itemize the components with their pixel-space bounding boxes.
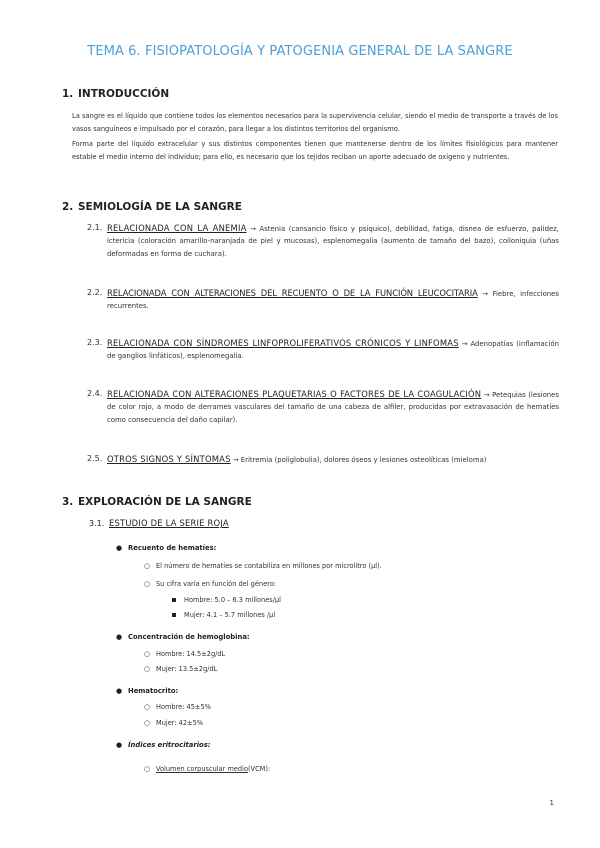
subsection-number: 2.2. [87,288,103,297]
bullet-circle-icon: ○ [144,649,151,658]
bullet-indices [116,741,211,749]
bullet-hematocrito [116,687,178,695]
vcm-suffix: (VCM): [247,765,271,773]
subsection-number: 2.1. [87,223,103,232]
subsection-number: 2.5. [87,454,103,463]
section-heading-exploracion [62,496,252,508]
subbullet-vcm [144,765,270,773]
bullet-square-icon [172,598,176,602]
bullet-text: Índices eritrocitarios: [128,741,211,749]
subsection-heading: OTROS SIGNOS Y SÍNTOMAS [107,454,231,464]
bullet-circle-icon: ○ [144,764,151,773]
subsection-number: 3.1. [89,519,105,528]
bullet-dot-icon: ● [116,687,123,695]
section-title: SEMIOLOGÍA DE LA SANGRE [78,201,242,213]
bullet-recuento [116,544,216,552]
subbullet-hb-hombre [144,650,225,658]
intro-paragraph-2: Forma parte del líquido extracelular y sus distintos componentes tienen que mantenerse dentro de los límites fisiológicos para mantener estable el medio interno del individuo; para ello, es necesario que los tejidos reciban un aporte adecuado de oxígeno y nutrientes. [72,140,558,161]
section-title: INTRODUCCIÓN [78,88,170,100]
subsection-number: 2.3. [87,338,103,347]
section-title: EXPLORACIÓN DE LA SANGRE [78,496,252,508]
subbullet-hto-mujer [144,719,203,727]
bullet-circle-icon: ○ [144,561,151,570]
bullet-circle-icon: ○ [144,702,151,711]
subbullet-recuento-genero [144,580,276,588]
bullet-text: Su cifra varía en función del género: [156,580,276,588]
subsection-text: → Eritremia (poliglobulia), dolores óseos y lesiones osteolíticas (mieloma) [230,456,487,464]
bullet-text: Mujer: 4.1 – 5.7 millones /µl [184,611,276,619]
subsection-serie-roja [89,518,229,528]
section-heading-introduccion [62,88,169,100]
subbullet-recuento-unidad [144,562,382,570]
bullet-dot-icon: ● [116,741,123,749]
bullet-text: Hombre: 14.5±2g/dL [156,650,226,658]
bullet-text: Hombre: 5.0 – 6.3 millones/µl [184,596,281,604]
page-number: 1 [549,799,554,807]
semiologia-item-coagulacion [89,388,559,426]
subsection-heading: RELACIONADA CON SÍNDROMES LINFOPROLIFERATIVOS CRÓNICOS Y LINFOMAS [107,338,459,348]
bullet-circle-icon: ○ [144,718,151,727]
intro-paragraph-1: La sangre es el líquido que contiene todos los elementos necesarios para la supervivencia celular, siendo el medio de transporte a través de los vasos sanguíneos e impulsado por el corazón, para llegar a los distintos territorios del organismo. [72,112,558,133]
bullet-circle-icon: ○ [144,579,151,588]
subsection-heading: ESTUDIO DE LA SERIE ROJA [109,518,229,528]
subsection-text: → Petequias (lesiones de color rojo, a modo de derrames vasculares del tamaño de una cabeza de alfiler, producidas por extravasación de hematíes como consecuencia del daño capilar). [107,391,559,424]
subsection-text: → Astenia (cansancio físico y psíquico), debilidad, fatiga, disnea de esfuerzo, palidez, ictericia (coloración amarillo-naranjada de piel y mucosas), esplenomegalia (aumento de tamaño del bazo), coiloniquia (uñas deformadas en forma de cuchara). [107,225,559,258]
subsection-number: 2.4. [87,389,103,398]
bullet-text: Recuento de hematíes: [128,544,217,552]
bullet-dot-icon: ● [116,544,123,552]
bullet-text: Hombre: 45±5% [156,703,211,711]
subbullet-hb-mujer [144,665,217,673]
bullet-text: El número de hematíes se contabiliza en millones por microlitro (µl). [156,562,382,570]
bullet-text: Mujer: 13.5±2g/dL [156,665,218,673]
subsubbullet-mujer [172,611,275,619]
semiologia-item-linfomas [89,337,559,363]
bullet-circle-icon: ○ [144,664,151,673]
bullet-hemoglobina [116,633,250,641]
semiologia-item-leucocitaria [89,287,559,313]
subsection-text: → Adenopatías (inflamación de ganglios linfáticos), esplenomegalia. [107,340,559,361]
bullet-dot-icon: ● [116,633,123,641]
section-heading-semiologia [62,201,242,213]
bullet-text: Concentración de hemoglobina: [128,633,250,641]
subsection-heading: RELACIONADA CON ALTERACIONES PLAQUETARIAS O FACTORES DE LA COAGULACIÓN [107,389,482,399]
subsection-heading: RELACIONADA CON LA ANEMIA [107,223,247,233]
section-number: 3. [62,496,74,508]
subsubbullet-hombre [172,596,281,604]
subbullet-hto-hombre [144,703,211,711]
section-number: 2. [62,201,74,213]
bullet-square-icon [172,613,176,617]
semiologia-item-otros [89,453,559,466]
bullet-text: Hematocrito: [128,687,179,695]
semiologia-item-anemia [89,222,559,260]
subsection-heading: RELACIONADA CON ALTERACIONES DEL RECUENTO O DE LA FUNCIÓN LEUCOCITARIA [107,288,478,298]
subsection-text: → Fiebre, infecciones recurrentes. [107,290,559,311]
document-title: TEMA 6. FISIOPATOLOGÍA Y PATOGENIA GENERAL DE LA SANGRE [87,44,513,59]
section-number: 1. [62,88,74,100]
vcm-underlined: Volumen corpuscular medio [156,765,248,773]
bullet-text: Mujer: 42±5% [156,719,204,727]
